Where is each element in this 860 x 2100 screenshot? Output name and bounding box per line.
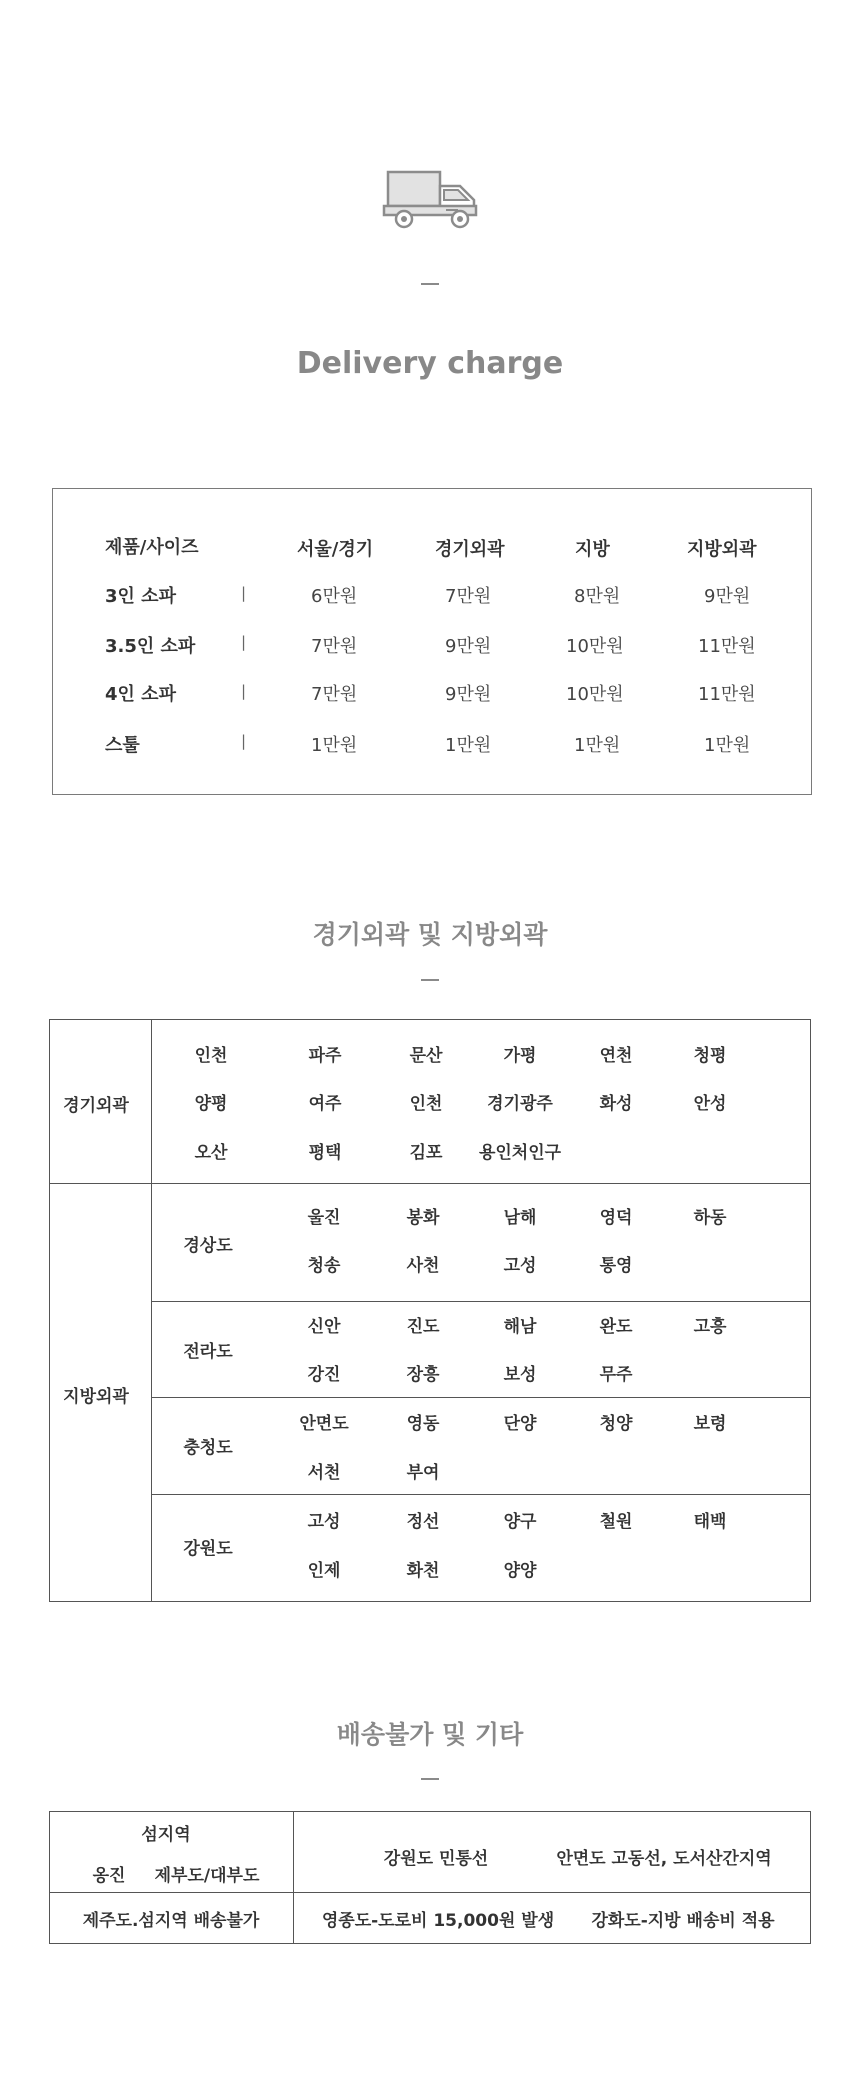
region-city: 김포 xyxy=(409,1143,443,1163)
region-city: 영덕 xyxy=(599,1208,633,1228)
region-city: 정선 xyxy=(406,1512,440,1532)
island-item: 제부도/대부도 xyxy=(154,1866,260,1886)
region-city: 보령 xyxy=(693,1414,727,1434)
price-cell: 10만원 xyxy=(566,636,624,657)
region-city: 보성 xyxy=(503,1365,537,1385)
region-city: 무주 xyxy=(599,1365,633,1385)
region-city: 화성 xyxy=(599,1094,633,1114)
table-divider xyxy=(50,1183,810,1184)
price-cell: 1만원 xyxy=(445,735,492,756)
region-city: 영동 xyxy=(406,1414,440,1434)
price-table xyxy=(52,488,812,795)
region-city: 청송 xyxy=(307,1256,341,1276)
row-separator: | xyxy=(241,633,247,651)
header-gyeonggi-outskirts: 경기외곽 xyxy=(435,539,505,560)
region-city: 사천 xyxy=(406,1256,440,1276)
restricted-area: 강원도 민통선 xyxy=(383,1849,489,1869)
header-seoul-gyeonggi: 서울/경기 xyxy=(297,539,374,560)
misc-table xyxy=(49,1811,811,1944)
region-city: 화천 xyxy=(406,1561,440,1581)
divider-dash xyxy=(421,979,439,981)
table-divider xyxy=(151,1301,810,1302)
region-city: 서천 xyxy=(307,1463,341,1483)
header-product-size: 제품/사이즈 xyxy=(105,537,199,558)
region-city: 안면도 xyxy=(299,1414,349,1434)
region-city: 안성 xyxy=(693,1094,727,1114)
section-title-misc: 배송불가 및 기타 xyxy=(336,1720,524,1749)
table-divider xyxy=(50,1892,810,1893)
price-cell: 11만원 xyxy=(698,684,756,705)
region-city: 양평 xyxy=(194,1094,228,1114)
region-city: 강진 xyxy=(307,1365,341,1385)
price-cell: 6만원 xyxy=(311,586,358,607)
province-chungcheong: 충청도 xyxy=(183,1438,233,1458)
page-title: Delivery charge xyxy=(296,346,564,381)
restricted-area: 안면도 고동선, 도서산간지역 xyxy=(556,1849,772,1869)
delivery-note: 영종도-도로비 15,000원 발생 xyxy=(321,1911,555,1931)
region-label-gyeonggi-outskirts: 경기외곽 xyxy=(63,1096,129,1116)
table-divider xyxy=(151,1494,810,1495)
row-separator: | xyxy=(241,584,247,602)
region-city: 고성 xyxy=(307,1512,341,1532)
region-city: 청평 xyxy=(693,1046,727,1066)
row-separator: | xyxy=(241,682,247,700)
price-cell: 7만원 xyxy=(311,636,358,657)
region-city: 여주 xyxy=(308,1094,342,1114)
region-city: 태백 xyxy=(693,1512,727,1532)
province-gangwon: 강원도 xyxy=(183,1539,233,1559)
region-city: 봉화 xyxy=(406,1208,440,1228)
header-local-outskirts: 지방외곽 xyxy=(687,539,757,560)
region-city: 부여 xyxy=(406,1463,440,1483)
region-city: 완도 xyxy=(599,1317,633,1337)
price-cell: 1만원 xyxy=(311,735,358,756)
region-city: 남해 xyxy=(503,1208,537,1228)
price-cell: 9만원 xyxy=(445,636,492,657)
region-city: 철원 xyxy=(599,1512,633,1532)
divider-dash xyxy=(421,283,439,285)
row-label-4-seat: 4인 소파 xyxy=(105,684,176,705)
region-city: 통영 xyxy=(599,1256,633,1276)
price-cell: 7만원 xyxy=(445,586,492,607)
island-label: 섬지역 xyxy=(141,1825,191,1845)
row-label-3-seat: 3인 소파 xyxy=(105,586,176,607)
region-city: 연천 xyxy=(599,1046,633,1066)
price-cell: 1만원 xyxy=(574,735,621,756)
region-label-local-outskirts: 지방외곽 xyxy=(63,1387,129,1407)
section-title-regions: 경기외곽 및 지방외곽 xyxy=(312,920,548,949)
region-city: 평택 xyxy=(308,1143,342,1163)
region-city: 진도 xyxy=(406,1317,440,1337)
row-label-stool: 스툴 xyxy=(105,735,140,756)
region-city: 하동 xyxy=(693,1208,727,1228)
price-cell: 10만원 xyxy=(566,684,624,705)
price-cell: 1만원 xyxy=(704,735,751,756)
row-label-3-5-seat: 3.5인 소파 xyxy=(105,636,196,657)
region-city: 장흥 xyxy=(406,1365,440,1385)
region-city: 고성 xyxy=(503,1256,537,1276)
delivery-note: 강화도-지방 배송비 적용 xyxy=(591,1911,775,1931)
region-city: 인천 xyxy=(194,1046,228,1066)
delivery-note: 제주도.섬지역 배송불가 xyxy=(82,1911,260,1931)
region-city: 고흥 xyxy=(693,1317,727,1337)
region-city: 문산 xyxy=(409,1046,443,1066)
divider-dash xyxy=(421,1778,439,1780)
province-gyeongsang: 경상도 xyxy=(183,1236,233,1256)
region-city: 신안 xyxy=(307,1317,341,1337)
region-city: 청양 xyxy=(599,1414,633,1434)
region-city: 파주 xyxy=(308,1046,342,1066)
truck-icon xyxy=(380,168,480,232)
price-cell: 9만원 xyxy=(445,684,492,705)
region-city: 울진 xyxy=(307,1208,341,1228)
row-separator: | xyxy=(241,732,247,750)
region-city: 해남 xyxy=(503,1317,537,1337)
region-city: 인제 xyxy=(307,1561,341,1581)
table-divider xyxy=(151,1397,810,1398)
price-cell: 8만원 xyxy=(574,586,621,607)
table-divider xyxy=(151,1020,152,1601)
price-cell: 7만원 xyxy=(311,684,358,705)
header-local: 지방 xyxy=(575,539,610,560)
table-divider xyxy=(293,1812,294,1943)
island-item: 옹진 xyxy=(92,1866,126,1886)
price-cell: 11만원 xyxy=(698,636,756,657)
province-jeolla: 전라도 xyxy=(183,1342,233,1362)
region-city: 인천 xyxy=(409,1094,443,1114)
region-city: 양구 xyxy=(503,1512,537,1532)
region-city: 단양 xyxy=(503,1414,537,1434)
region-city: 용인처인구 xyxy=(478,1143,562,1163)
region-city: 오산 xyxy=(194,1143,228,1163)
region-city: 가평 xyxy=(503,1046,537,1066)
region-table xyxy=(49,1019,811,1602)
region-city: 양양 xyxy=(503,1561,537,1581)
price-cell: 9만원 xyxy=(704,586,751,607)
region-city: 경기광주 xyxy=(487,1094,553,1114)
